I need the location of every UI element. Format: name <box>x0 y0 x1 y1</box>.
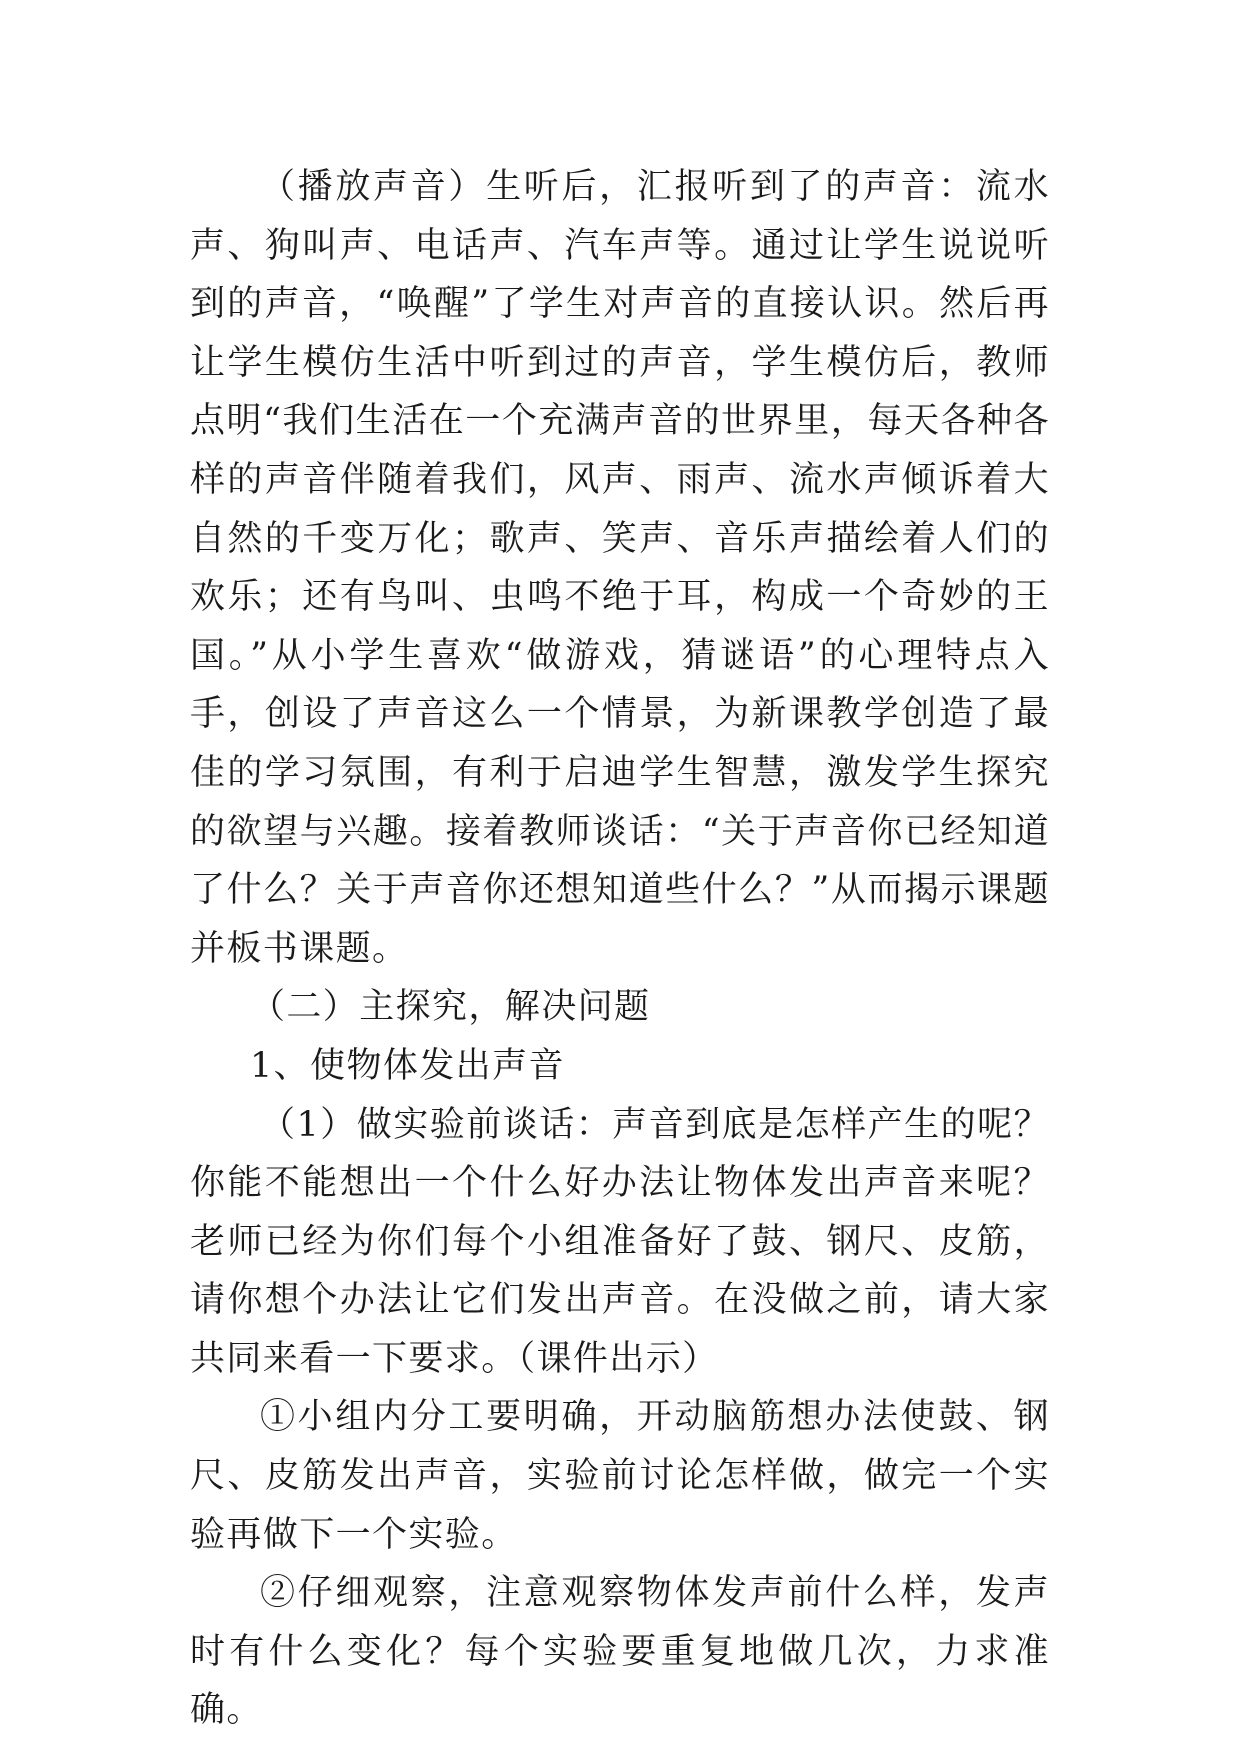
requirement-item-1: ①小组内分工要明确，开动脑筋想办法使鼓、钢尺、皮筋发出声音，实验前讨论怎样做，做完一个实验再做下一个实验。 <box>190 1397 1050 1555</box>
subsection-heading: 1、使物体发出声音 <box>250 1045 565 1086</box>
paragraph-intro: （播放声音）生听后，汇报听到了的声音：流水声、狗叫声、电话声、汽车声等。通过让学生说说听到的声音，“唤醒”了学生对声音的直接认识。然后再让学生模仿生活中听到过的声音，学生模仿后，教师点明“我们生活在一个充满声音的世界里，每天各种各样的声音伴随着我们，风声、雨声、流水声倾诉着大自然的千变万化；歌声、笑声、音乐声描绘着人们的欢乐；还有鸟叫、虫鸣不绝于耳，构成一个奇妙的王国。”从小学生喜欢“做游戏，猜谜语”的心理特点入手，创设了声音这么一个情景，为新课教学创造了最佳的学习氛围，有利于启迪学生智慧，激发学生探究的欲望与兴趣。接着教师谈话：“关于声音你已经知道了什么？关于声音你还想知道些什么？”从而揭示课题并板书课题。 <box>190 167 1050 969</box>
document-body <box>190 158 1050 1740</box>
paragraph-experiment: （1）做实验前谈话：声音到底是怎样产生的呢？你能不能想出一个什么好办法让物体发出声音来呢？老师已经为你们每个小组准备好了鼓、钢尺、皮筋，请你想个办法让它们发出声音。在没做之前，请大家共同来看一下要求。（课件出示） <box>190 1104 1050 1379</box>
section-heading: （二）主探究，解决问题 <box>250 987 651 1028</box>
requirement-item-2: ②仔细观察，注意观察物体发声前什么样，发声时有什么变化？每个实验要重复地做几次，力求准确。 <box>190 1573 1050 1731</box>
